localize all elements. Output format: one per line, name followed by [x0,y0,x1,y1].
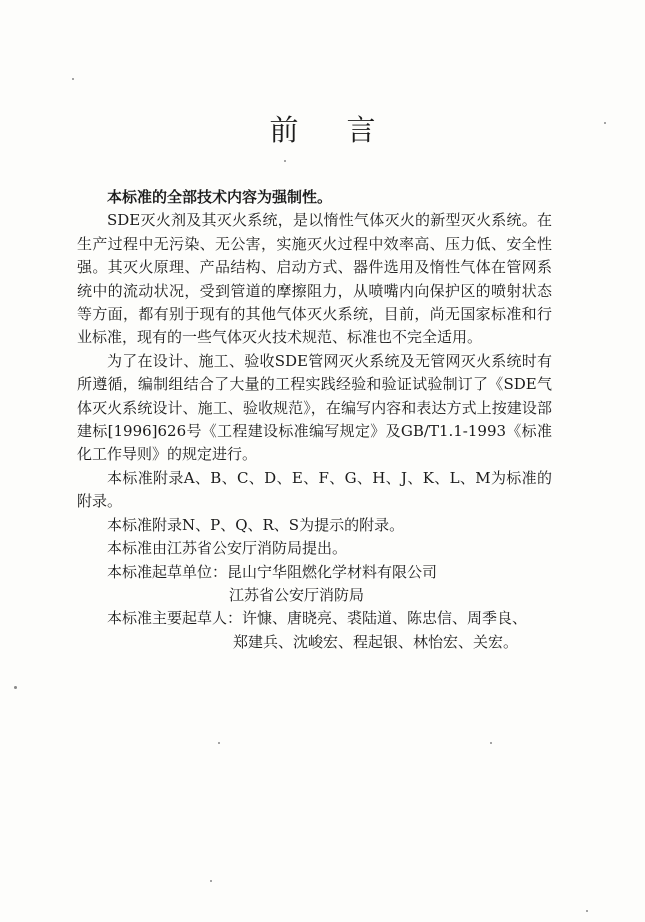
drafting-unit: 昆山宁华阻燃化学材料有限公司 [227,562,438,581]
drafting-units-label: 本标准起草单位： [107,562,228,581]
paragraph-informative-appendix: 本标准附录N、P、Q、R、S为提示的附录。 [107,515,405,534]
drafting-unit: 江苏省公安厅消防局 [229,585,365,604]
paragraph-proposer: 本标准由江苏省公安厅消防局提出。 [107,539,348,558]
mandatory-note: 本标准的全部技术内容为强制性。 [107,188,333,206]
paragraph-sde-intro: SDE灭火剂及其灭火系统，是以惰性气体灭火的新型灭火系统。在生产过程中无污染、无公害，实施灭火过程中效率高、压力低、安全性强。其灭火原理、产品结构、启动方式、器件选用及惰性气体在管网系统中的流动状况，受到管道的摩擦阻力，从喷嘴内向保护区的喷射状态等方面，都有别于现有的其他气体灭火系统，目前，尚无国家标准和行业标准，现有的一些气体灭火技术规范、标准也不完全适用。 [77,211,552,347]
scan-speck [14,686,17,689]
drafters-label: 本标准主要起草人： [107,609,243,628]
scan-speck [604,122,606,124]
drafting-units-line [77,561,552,584]
drafting-units [77,561,552,608]
paragraph-purpose: 为了在设计、施工、验收SDE管网灭火系统及无管网灭火系统时有所遵循，编制组结合了大量的工程实践经验和验证试验制订了《SDE气体灭火系统设计、施工、验收规范》，在编写内容和表达方式上按建设部建标[1996]626号《工程建设标准编写规定》及GB/T1.1-1993《标准化工作导则》的规定进行。 [77,351,552,464]
scan-speck [586,910,588,912]
drafters-names: 许慷、唐晓亮、裘陆道、陈忠信、周季良、 [242,609,528,628]
scan-speck [72,78,74,80]
scan-speck [490,742,492,744]
drafters [77,607,552,654]
foreword-body [77,186,552,654]
scan-speck [284,160,286,162]
drafters-line [77,607,552,630]
scan-speck [218,742,220,744]
paragraph-normative-appendix: 本标准附录A、B、C、D、E、F、G、H、J、K、L、M为标准的附录。 [77,468,552,511]
scan-speck [210,880,212,882]
page-title: 前言 [269,113,424,147]
drafters-names: 郑建兵、沈峻宏、程起银、林怡宏、关宏。 [233,632,519,651]
